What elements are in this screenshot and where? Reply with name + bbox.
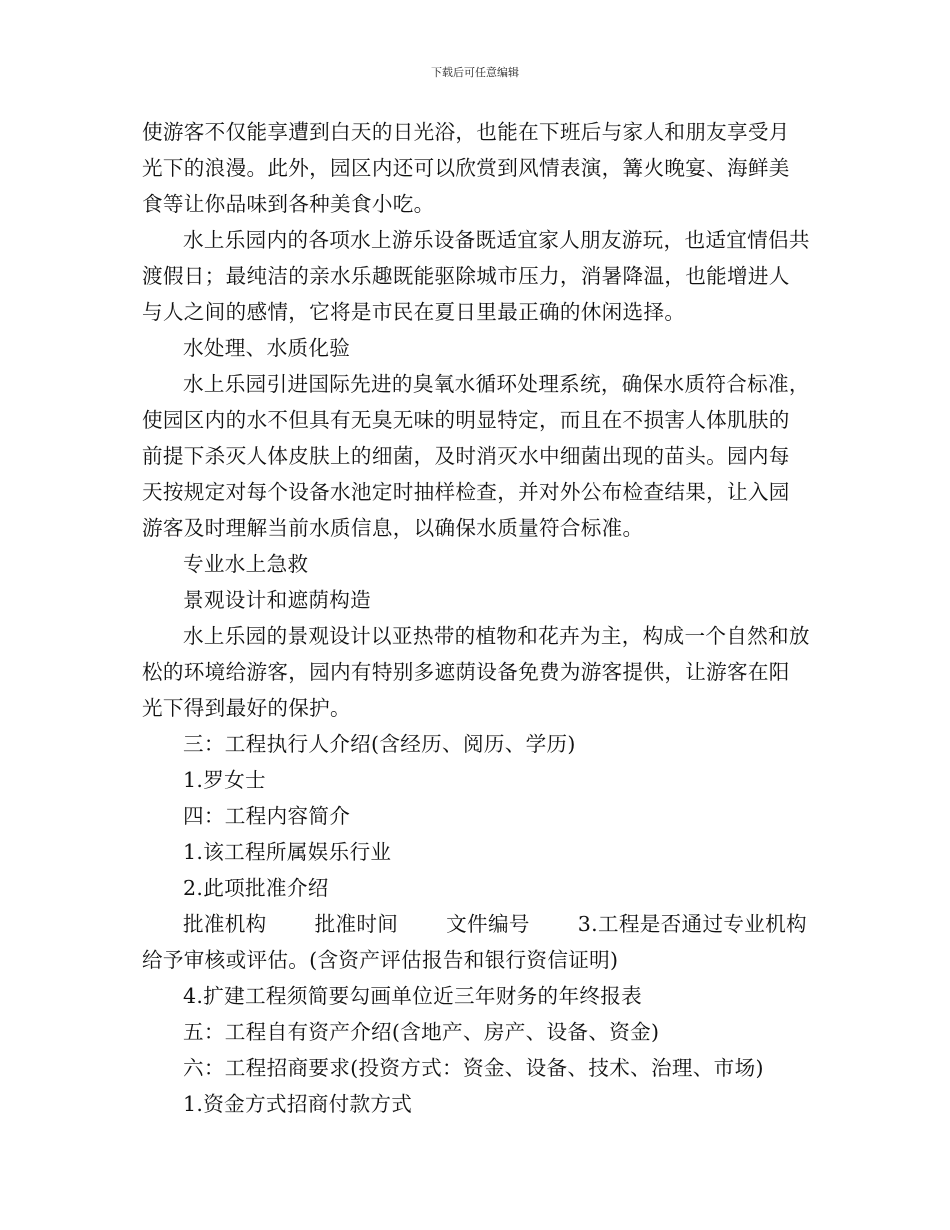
section-heading: 六：工程招商要求(投资方式：资金、设备、技术、治理、市场) — [183, 1056, 764, 1080]
document-body — [142, 114, 810, 1122]
paragraph: 水上乐园内的各项水上游乐设备既适宜家人朋友游玩，也适宜情侣共渡假日；最纯洁的亲水乐趣既能驱除城市压力，消暑降温，也能增进人与人之间的感情，它将是市民在夏日里最正确的休闲选择。 — [142, 228, 810, 324]
approval-field-authority: 批准机构 — [183, 912, 267, 936]
list-item: 1.罗女士 — [183, 768, 266, 792]
section-heading: 四：工程内容简介 — [183, 804, 351, 828]
list-item: 2.此项批准介绍 — [183, 876, 329, 900]
approval-rest-text: 3.工程是否通过专业机构给予审核或评估。(含资产评估报告和银行资信证明) — [142, 912, 807, 972]
approval-field-time: 批准时间 — [314, 912, 399, 936]
list-item: 1.资金方式招商付款方式 — [183, 1092, 413, 1116]
approval-field-doc-number: 文件编号 — [446, 912, 530, 936]
section-heading: 五：工程自有资产介绍(含地产、房产、设备、资金) — [183, 1020, 660, 1044]
list-item: 1.该工程所属娱乐行业 — [183, 840, 392, 864]
section-heading: 水处理、水质化验 — [183, 336, 351, 360]
section-heading: 景观设计和遮荫构造 — [183, 588, 372, 612]
section-heading: 专业水上急救 — [183, 552, 309, 576]
paragraph: 水上乐园的景观设计以亚热带的植物和花卉为主，构成一个自然和放松的环境给游客，园内有特别多遮荫设备免费为游客提供，让游客在阳光下得到最好的保护。 — [142, 624, 810, 720]
paragraph: 水上乐园引进国际先进的臭氧水循环处理系统，确保水质符合标准，使园区内的水不但具有无臭无味的明显特定，而且在不损害人体肌肤的前提下杀灭人体皮肤上的细菌，及时消灭水中细菌出现的苗头。园内每天按规定对每个设备水池定时抽样检查，并对外公布检查结果，让入园游客及时理解当前水质信息，以确保水质量符合标准。 — [142, 372, 810, 540]
list-item: 4.扩建工程须简要勾画单位近三年财务的年终报表 — [183, 984, 643, 1008]
page-header-note: 下载后可任意编辑 — [431, 66, 519, 79]
approval-paragraph — [142, 906, 810, 978]
paragraph: 使游客不仅能享遭到白天的日光浴，也能在下班后与家人和朋友享受月光下的浪漫。此外，园区内还可以欣赏到风情表演，篝火晚宴、海鲜美食等让你品味到各种美食小吃。 — [142, 120, 790, 216]
section-heading: 三：工程执行人介绍(含经历、阅历、学历) — [183, 732, 576, 756]
